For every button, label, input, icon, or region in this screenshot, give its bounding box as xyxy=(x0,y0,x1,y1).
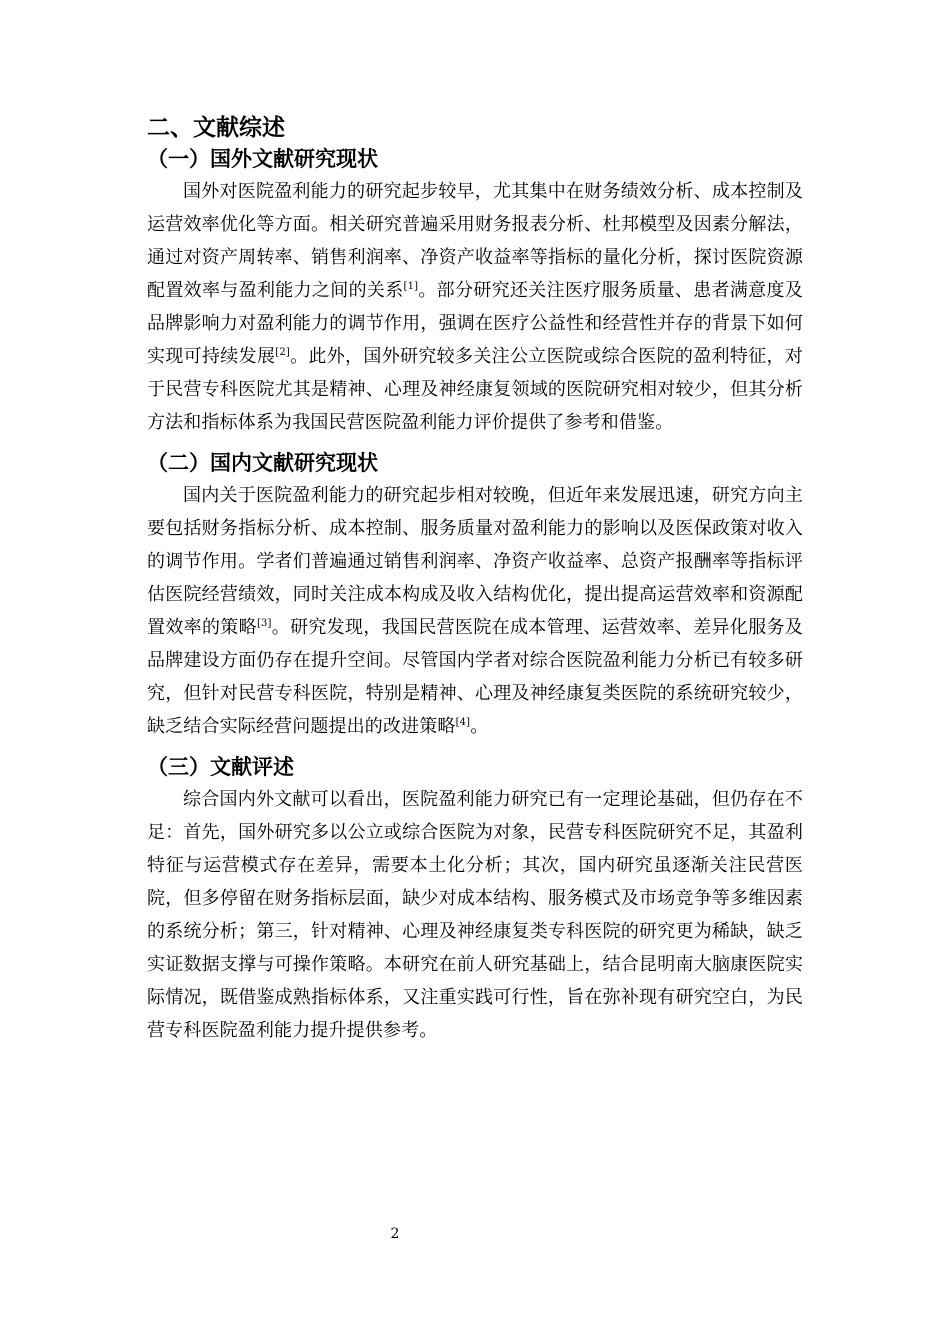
paragraph-text: 国内关于医院盈利能力的研究起步相对较晚，但近年来发展迅速，研究方向主要包括财务指标分析、成本控制、服务质量对盈利能力的影响以及医保政策对收入的调节作用。学者们普遍通过销售利润率、净资产收益率、总资产报酬率等指标评估医院经营绩效，同时关注成本构成及收入结构优化，提出提高运营效率和资源配置效率的策略 xyxy=(147,485,803,638)
section-paragraph xyxy=(147,175,803,439)
paragraph-text: 。研究发现，我国民营医院在成本管理、运营效率、差异化服务及品牌建设方面仍存在提升空间。尽管国内学者对综合医院盈利能力分析已有较多研究，但针对民营专科医院，特别是精神、心理及神经康复类医院的系统研究较少，缺乏结合实际经营问题提出的改进策略 xyxy=(147,617,803,737)
paragraph-text: 。此外，国外研究较多关注公立医院或综合医院的盈利特征，对于民营专科医院尤其是精神、心理及神经康复领域的医院研究相对较少，但其分析方法和指标体系为我国民营医院盈利能力评价提供了参考和借鉴。 xyxy=(147,346,803,433)
citation-ref-1: [1] xyxy=(403,281,419,292)
chapter-heading: 二、文献综述 xyxy=(147,115,285,141)
section-foreign-literature xyxy=(147,144,803,439)
section-title: （一）国外文献研究现状 xyxy=(147,147,378,171)
section-literature-review xyxy=(147,752,803,1047)
section-title: （三）文献评述 xyxy=(147,755,294,779)
section-paragraph xyxy=(147,783,803,1047)
citation-ref-4: [4] xyxy=(455,717,471,728)
section-title: （二）国内文献研究现状 xyxy=(147,451,378,475)
section-domestic-literature xyxy=(147,448,803,743)
citation-ref-3: [3] xyxy=(256,618,272,629)
paragraph-text: 。部分研究还关注医疗服务质量、患者满意度及品牌影响力对盈利能力的调节作用，强调在医疗公益性和经营性并存的背景下如何实现可持续发展 xyxy=(147,280,803,367)
page-number: 2 xyxy=(390,1226,400,1242)
paragraph-text: 综合国内外文献可以看出，医院盈利能力研究已有一定理论基础，但仍存在不足：首先，国外研究多以公立或综合医院为对象，民营专科医院研究不足，其盈利特征与运营模式存在差异，需要本土化分析；其次，国内研究虽逐渐关注民营医院，但多停留在财务指标层面，缺少对成本结构、服务模式及市场竞争等多维因素的系统分析；第三，针对精神、心理及神经康复类专科医院的研究更为稀缺，缺乏实证数据支撑与可操作策略。本研究在前人研究基础上，结合昆明南大脑康医院实际情况，既借鉴成熟指标体系，又注重实践可行性，旨在弥补现有研究空白，为民营专科医院盈利能力提升提供参考。 xyxy=(147,789,803,1041)
section-paragraph xyxy=(147,479,803,743)
paragraph-text: 国外对医院盈利能力的研究起步较早，尤其集中在财务绩效分析、成本控制及运营效率优化等方面。相关研究普遍采用财务报表分析、杜邦模型及因素分解法，通过对资产周转率、销售利润率、净资产收益率等指标的量化分析，探讨医院资源配置效率与盈利能力之间的关系 xyxy=(147,181,803,301)
citation-ref-2: [2] xyxy=(275,347,290,358)
paragraph-text: 。 xyxy=(470,716,489,737)
